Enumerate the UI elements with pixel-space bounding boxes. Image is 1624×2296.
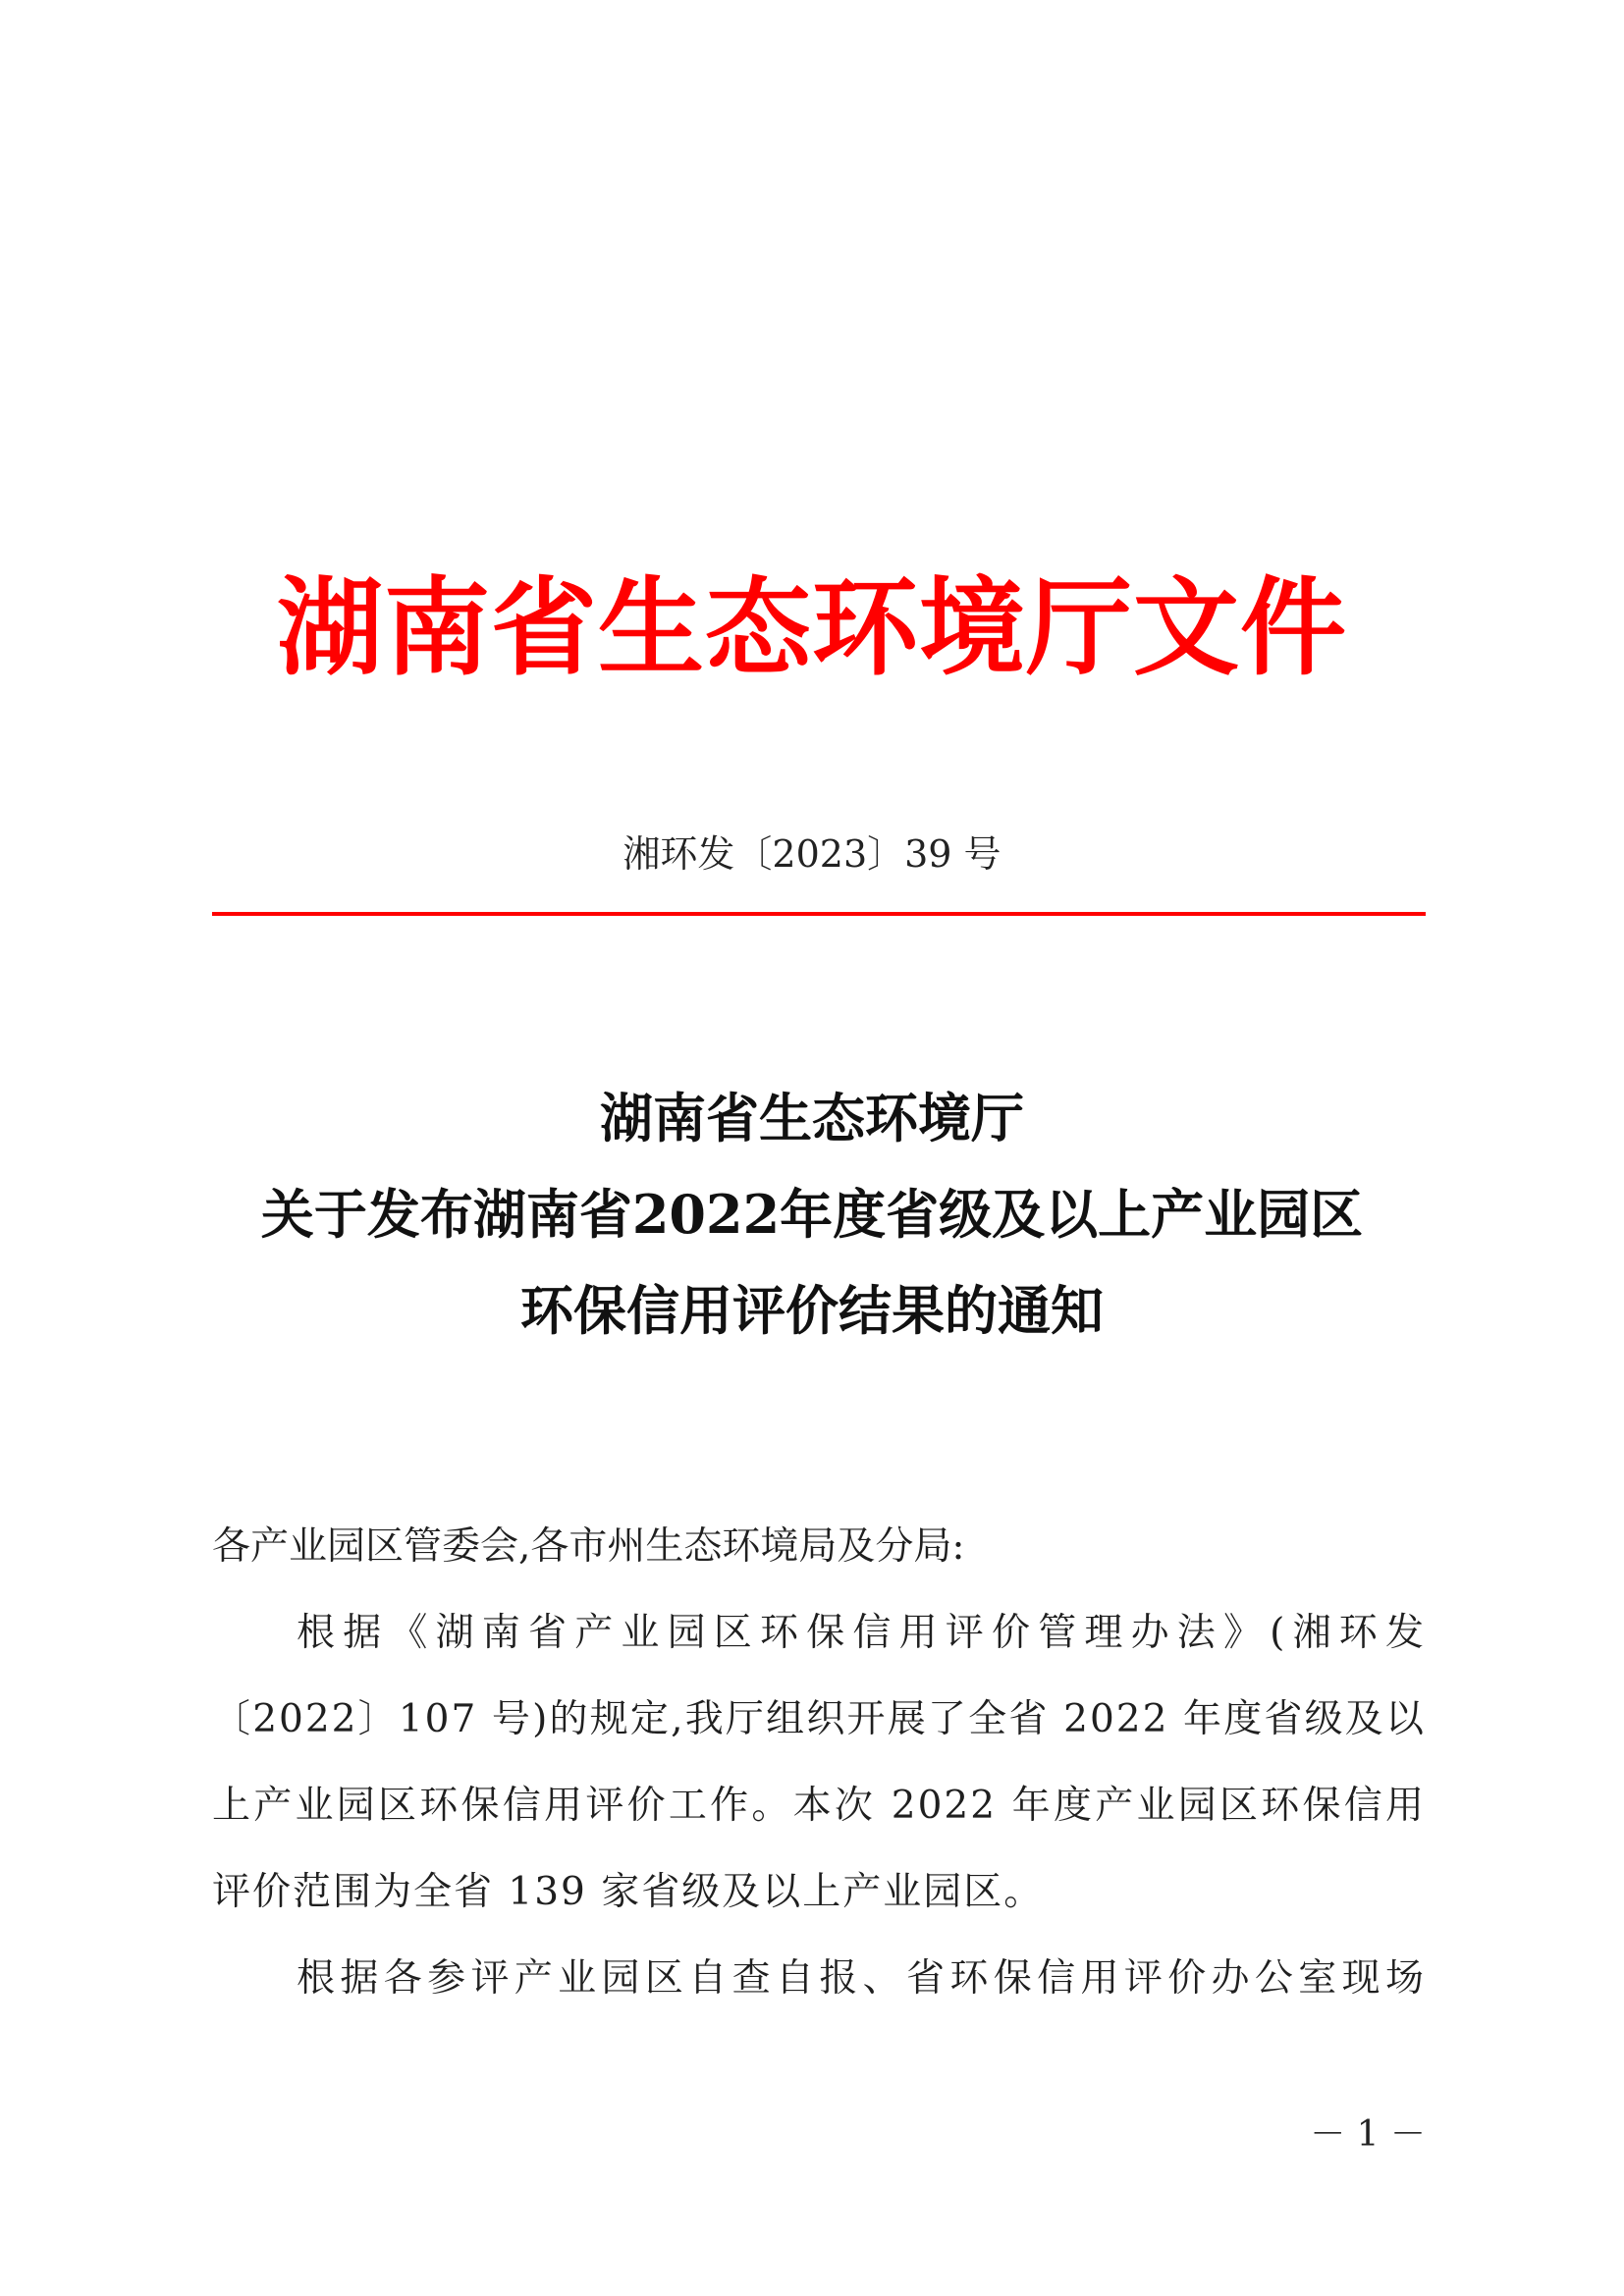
- document-masthead: 湖南省生态环境厅文件: [276, 566, 1347, 690]
- title-line-2: 关于发布湖南省2022年度省级及以上产业园区: [260, 1183, 1364, 1246]
- title-line-1: 湖南省生态环境厅: [600, 1087, 1024, 1149]
- title-line-3: 环保信用评价结果的通知: [520, 1279, 1104, 1342]
- notice-title: [196, 1070, 1428, 1359]
- paragraph-1-line-3: 上产业园区环保信用评价工作。本次 2022 年度产业园区环保信用: [212, 1784, 1426, 1828]
- page-number: － 1 －: [1310, 2114, 1426, 2155]
- salutation: 各产业园区管委会,各市州生态环境局及分局:: [212, 1524, 965, 1569]
- document-number: 湘环发〔2023〕39 号: [623, 832, 1001, 876]
- paragraph-1-line-2: 〔2022〕107 号)的规定,我厅组织开展了全省 2022 年度省级及以: [212, 1697, 1426, 1741]
- paragraph-2-line-1: 根据各参评产业园区自查自报、省环保信用评价办公室现场: [297, 1956, 1426, 2001]
- red-divider-line: [212, 912, 1426, 916]
- document-body: [212, 1504, 1426, 2022]
- paragraph-1-line-1: 根据《湖南省产业园区环保信用评价管理办法》(湘环发: [297, 1611, 1426, 1655]
- paragraph-1-line-4: 评价范围为全省 139 家省级及以上产业园区。: [212, 1870, 1045, 1914]
